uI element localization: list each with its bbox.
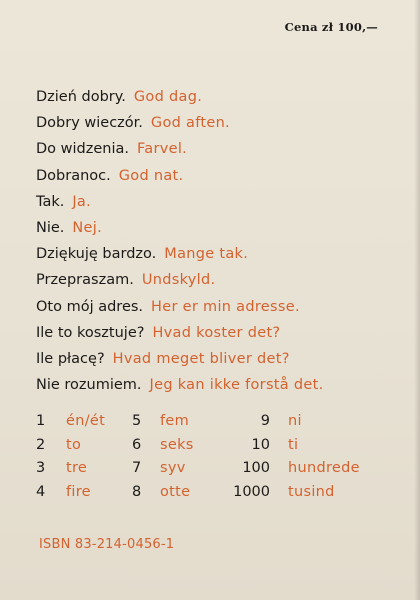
number-word: hundrede <box>288 460 360 476</box>
number-word: to <box>66 436 82 453</box>
numeral: 10 <box>251 436 270 453</box>
polish-phrase: Dziękuję bardzo. <box>36 246 157 263</box>
numeral: 1 <box>36 413 46 429</box>
number-word: fem <box>160 413 190 429</box>
danish-phrase: Mange tak. <box>164 246 249 263</box>
danish-phrase: Her er min adresse. <box>151 298 300 315</box>
numeral: 8 <box>132 483 142 500</box>
phrase-row <box>36 86 406 112</box>
danish-phrase: Nej. <box>72 219 103 236</box>
number-word: én/ét <box>66 413 106 429</box>
price-label: Cena zł 100,— <box>284 20 378 34</box>
danish-phrase: God aften. <box>150 115 230 132</box>
numeral: 1000 <box>233 483 270 500</box>
phrase-row <box>36 269 406 295</box>
number-row <box>36 410 396 434</box>
numeral: 3 <box>36 460 46 476</box>
danish-phrase: Hvad meget bliver det? <box>112 350 290 367</box>
numeral: 6 <box>132 436 142 453</box>
polish-phrase: Tak. <box>36 193 65 210</box>
phrase-row <box>36 322 406 348</box>
polish-phrase: Nie. <box>36 219 65 236</box>
polish-phrase: Oto mój adres. <box>36 298 144 315</box>
danish-phrase: God nat. <box>118 167 184 184</box>
phrase-row <box>36 348 406 374</box>
phrase-list <box>36 86 406 400</box>
number-word: tre <box>66 460 88 476</box>
numeral: 4 <box>36 483 46 500</box>
phrase-row <box>36 243 406 269</box>
number-word: otte <box>160 483 191 500</box>
phrase-row <box>36 296 406 322</box>
numeral: 7 <box>132 460 142 476</box>
danish-phrase: Farvel. <box>136 141 188 158</box>
number-row <box>36 434 396 458</box>
number-word: ti <box>288 436 299 453</box>
phrase-row <box>36 138 406 164</box>
danish-phrase: Ja. <box>72 193 92 210</box>
numeral: 100 <box>242 460 270 476</box>
phrase-row <box>36 112 406 138</box>
page-edge-shadow <box>414 0 420 600</box>
number-row <box>36 457 396 481</box>
polish-phrase: Dzień dobry. <box>36 89 126 105</box>
danish-phrase: Jeg kan ikke forstå det. <box>149 377 324 394</box>
number-word: seks <box>160 436 194 453</box>
number-word: tusind <box>288 483 335 500</box>
polish-phrase: Nie rozumiem. <box>36 377 142 394</box>
danish-phrase: God dag. <box>133 89 203 105</box>
number-word: fire <box>66 483 91 500</box>
polish-phrase: Dobranoc. <box>36 167 111 184</box>
phrase-row <box>36 191 406 217</box>
polish-phrase: Ile płacę? <box>36 350 105 367</box>
number-table <box>36 410 396 504</box>
numeral: 2 <box>36 436 46 453</box>
numeral: 5 <box>132 413 142 429</box>
number-word: syv <box>160 460 186 476</box>
isbn-label: ISBN 83-214-0456-1 <box>39 537 175 552</box>
phrase-row <box>36 217 406 243</box>
number-word: ni <box>288 413 302 429</box>
danish-phrase: Undskyld. <box>141 272 216 289</box>
polish-phrase: Dobry wieczór. <box>36 115 143 132</box>
numeral: 9 <box>260 413 270 429</box>
polish-phrase: Przepraszam. <box>36 272 134 289</box>
polish-phrase: Do widzenia. <box>36 141 129 158</box>
phrase-row <box>36 374 406 400</box>
danish-phrase: Hvad koster det? <box>152 324 281 341</box>
phrase-row <box>36 165 406 191</box>
number-row <box>36 481 396 505</box>
polish-phrase: Ile to kosztuje? <box>36 324 145 341</box>
